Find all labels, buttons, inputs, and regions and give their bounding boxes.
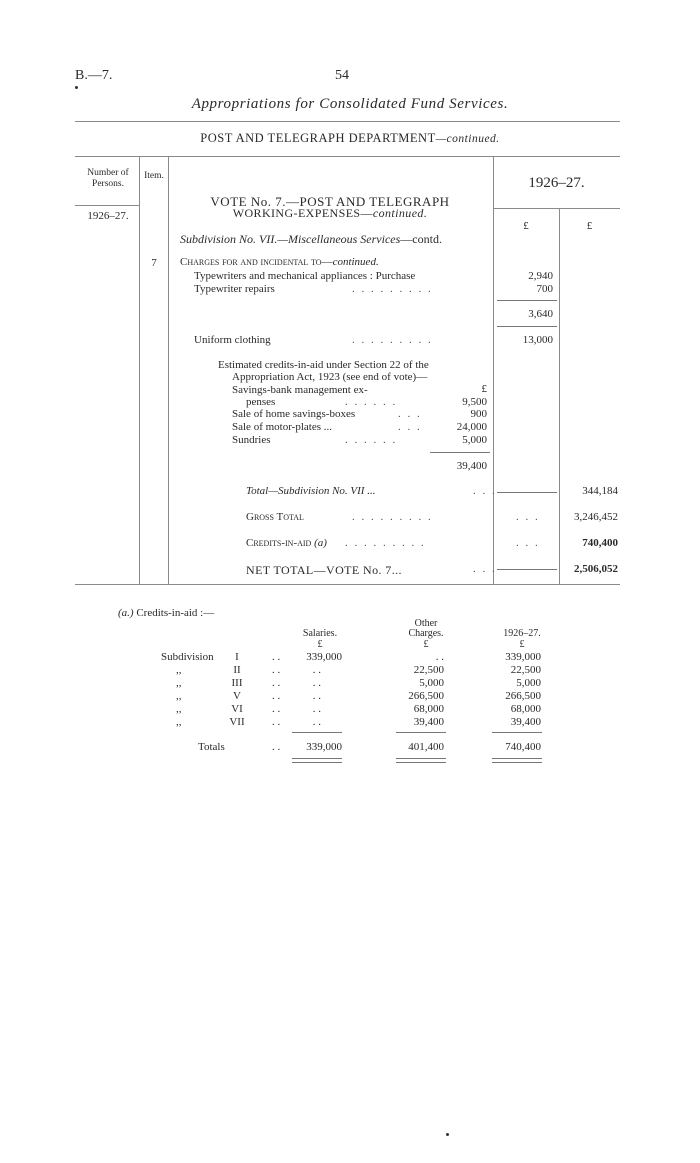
footnote-row-num: VII bbox=[229, 716, 245, 728]
footnote-totals-lead: . . bbox=[272, 741, 281, 753]
footnote-sum-rule-other bbox=[396, 732, 446, 733]
credits-in-aid-text: Credits-in-aid bbox=[246, 537, 312, 549]
net-total-amount: 2,506,052 bbox=[574, 563, 618, 575]
footnote-row-salaries: . . bbox=[312, 677, 321, 689]
row-repairs-label: Typewriter repairs bbox=[194, 283, 275, 295]
item-number: 7 bbox=[151, 257, 157, 269]
page-bottom-dot bbox=[446, 1133, 449, 1136]
footnote-total-year: 740,400 bbox=[505, 741, 541, 753]
credit-plates-dots: . . . bbox=[398, 421, 422, 433]
credit-savings-label2: penses bbox=[246, 396, 276, 408]
column-header-item: Item. bbox=[144, 171, 164, 181]
total-subdivision-amount: 344,184 bbox=[582, 485, 618, 497]
footnote-row-year: 339,000 bbox=[505, 651, 541, 663]
credits-sum-rule bbox=[430, 452, 490, 453]
gross-total-label: Gross Total bbox=[246, 511, 304, 523]
footnote-row-num: VI bbox=[231, 703, 243, 715]
credit-boxes-amount: 900 bbox=[470, 408, 487, 420]
footnote-row-salaries: . . bbox=[312, 664, 321, 676]
credit-sundries-amount: 5,000 bbox=[462, 434, 487, 446]
header-rule bbox=[75, 121, 620, 122]
footnote-row-other: . . bbox=[435, 651, 444, 663]
gross-total-amount-dots: . . . bbox=[516, 511, 540, 523]
vote-title-line2 bbox=[170, 206, 490, 221]
footnote-row-salaries: 339,000 bbox=[306, 651, 342, 663]
footnote-row-label: ,, bbox=[176, 716, 182, 728]
footnote-row-other: 5,000 bbox=[419, 677, 444, 689]
uniform-label: Uniform clothing bbox=[194, 334, 271, 346]
credit-sundries-label: Sundries bbox=[232, 434, 271, 446]
charges-heading bbox=[180, 256, 379, 268]
credit-savings-label: Savings-bank management ex- bbox=[232, 384, 368, 396]
footnote-row-num: I bbox=[235, 651, 239, 663]
net-total-label: NET TOTAL—VOTE No. 7... bbox=[246, 563, 402, 577]
footnote-row-num: III bbox=[231, 677, 243, 689]
credit-plates-label: Sale of motor-plates ... bbox=[232, 421, 332, 433]
persons-header-rule bbox=[75, 205, 139, 206]
row-repairs-amount: 700 bbox=[536, 283, 553, 295]
credits-in-aid-amount: 740,400 bbox=[582, 537, 618, 549]
credits-in-aid-amount-dots: . . . bbox=[516, 537, 540, 549]
footnote-currency-other: £ bbox=[423, 639, 429, 650]
department-name: POST AND TELEGRAPH DEPARTMENT bbox=[200, 131, 436, 145]
credits-currency: £ bbox=[481, 383, 487, 395]
footnote-sum-rule-salaries bbox=[292, 732, 342, 733]
running-title: Appropriations for Consolidated Fund Services. bbox=[191, 96, 509, 112]
credits-intro-line2: Appropriation Act, 1923 (see end of vote)— bbox=[232, 371, 428, 383]
footnote-row-label: ,, bbox=[176, 690, 182, 702]
footnote-row-year: 22,500 bbox=[510, 664, 541, 676]
credit-sundries-dots: . . . . . . bbox=[345, 434, 398, 446]
year-header-rule bbox=[493, 208, 620, 209]
total-subdivision-dots: . . . bbox=[473, 485, 497, 497]
footnote-currency-salaries: £ bbox=[317, 639, 323, 650]
footnote-row-other: 39,400 bbox=[413, 716, 444, 728]
footnote-row-lead: . . bbox=[272, 651, 281, 663]
credits-intro-line1: Estimated credits-in-aid under Section 22 of the bbox=[218, 359, 429, 371]
uniform-dots: . . . . . . . . . bbox=[352, 334, 433, 346]
charges-subtotal-rule bbox=[497, 300, 557, 301]
credits-in-aid-ref: (a) bbox=[314, 537, 327, 549]
uniform-amount: 13,000 bbox=[522, 334, 553, 346]
total-subdivision-label: Total—Subdivision No. VII ... bbox=[246, 485, 376, 497]
credit-savings-dots: . . . . . . bbox=[345, 396, 398, 408]
footnote-row-salaries: . . bbox=[312, 690, 321, 702]
footnote-row-year: 39,400 bbox=[510, 716, 541, 728]
row-typewriters-amount: 2,940 bbox=[528, 270, 553, 282]
gross-total-amount: 3,246,452 bbox=[574, 511, 618, 523]
charges-subtotal: 3,640 bbox=[528, 308, 553, 320]
footnote-col-other-1: Other bbox=[414, 618, 438, 629]
footnote-row-year: 266,500 bbox=[505, 690, 541, 702]
footnote-row-lead: . . bbox=[272, 664, 281, 676]
vote-title-continued: continued. bbox=[372, 206, 428, 220]
margin-dot bbox=[75, 86, 78, 89]
document-reference: B.—7. bbox=[75, 68, 113, 83]
subdivision-title-cont: —contd. bbox=[400, 232, 442, 246]
footnote-totals-label: Totals bbox=[198, 741, 225, 753]
gross-total-dots: . . . . . . . . . bbox=[352, 511, 433, 523]
footnote-row-year: 5,000 bbox=[516, 677, 541, 689]
credits-in-aid-label bbox=[246, 537, 327, 549]
rule-amount-total bbox=[559, 208, 560, 584]
footnote-double-rule-other bbox=[396, 758, 446, 763]
footnote-row-label: ,, bbox=[176, 677, 182, 689]
footnote-total-salaries: 339,000 bbox=[306, 741, 342, 753]
footnote-row-lead: . . bbox=[272, 677, 281, 689]
rule-item-desc bbox=[168, 156, 169, 584]
page-number: 54 bbox=[335, 68, 349, 83]
footnote-col-salaries: Salaries. bbox=[302, 628, 338, 639]
footnote-row-lead: . . bbox=[272, 690, 281, 702]
net-total-rule bbox=[497, 569, 557, 570]
subdivision-title bbox=[180, 232, 442, 247]
footnote-currency-year: £ bbox=[519, 639, 525, 650]
footnote-row-year: 68,000 bbox=[510, 703, 541, 715]
footnote-title bbox=[118, 607, 214, 619]
footnote-double-rule-salaries bbox=[292, 758, 342, 763]
footnote-double-rule-year bbox=[492, 758, 542, 763]
net-total-dots: . . . bbox=[473, 563, 497, 575]
row-typewriters-label: Typewriters and mechanical appliances : Purchase bbox=[194, 270, 416, 282]
footnote-row-label: ,, bbox=[176, 664, 182, 676]
footnote-row-other: 266,500 bbox=[408, 690, 444, 702]
currency-symbol-amount: £ bbox=[523, 220, 529, 232]
table-top-rule bbox=[75, 156, 620, 157]
credit-boxes-dots: . . . bbox=[398, 408, 422, 420]
footnote-row-num: II bbox=[233, 664, 241, 676]
charges-heading-cont: continued. bbox=[332, 256, 379, 268]
footnote-row-other: 68,000 bbox=[413, 703, 444, 715]
column-header-persons: Number of Persons. bbox=[87, 168, 129, 189]
charges-heading-text: Charges for and incidental to— bbox=[180, 256, 333, 268]
credit-boxes-label: Sale of home savings-boxes bbox=[232, 408, 356, 420]
charges-subtotal-bottom-rule bbox=[497, 326, 557, 327]
subdivision-title-text: Subdivision No. VII.—Miscellaneous Services bbox=[180, 232, 401, 246]
footnote-row-label: Subdivision bbox=[161, 651, 214, 663]
department-continued: —continued. bbox=[435, 133, 500, 145]
footnote-title-text: Credits-in-aid :— bbox=[136, 607, 215, 619]
total-subdivision-rule bbox=[497, 492, 557, 493]
footnote-row-salaries: . . bbox=[312, 703, 321, 715]
row-repairs-dots: . . . . . . . . . bbox=[352, 283, 433, 295]
persons-year-label: 1926–27. bbox=[87, 210, 129, 222]
footnote-sum-rule-year bbox=[492, 732, 542, 733]
footnote-row-lead: . . bbox=[272, 716, 281, 728]
footnote-row-other: 22,500 bbox=[413, 664, 444, 676]
credits-in-aid-dots: . . . . . . . . . bbox=[345, 537, 426, 549]
footnote-ref: (a.) bbox=[118, 607, 134, 619]
vote-title-text: WORKING-EXPENSES— bbox=[232, 206, 373, 220]
credits-sum: 39,400 bbox=[456, 460, 487, 472]
footnote-col-year: 1926–27. bbox=[503, 628, 541, 639]
footnote-total-other: 401,400 bbox=[408, 741, 444, 753]
credit-savings-amount: 9,500 bbox=[462, 396, 487, 408]
department-title bbox=[140, 131, 560, 146]
footnote-row-salaries: . . bbox=[312, 716, 321, 728]
vote-title-line1: VOTE No. 7.—POST AND TELEGRAPH bbox=[210, 194, 450, 209]
column-header-year: 1926–27. bbox=[528, 175, 585, 191]
footnote-row-num: V bbox=[233, 690, 241, 702]
footnote-col-other-2: Charges. bbox=[408, 628, 444, 639]
footnote-row-lead: . . bbox=[272, 703, 281, 715]
footnote-row-label: ,, bbox=[176, 703, 182, 715]
rule-persons-item bbox=[139, 156, 140, 584]
currency-symbol-total: £ bbox=[586, 220, 593, 232]
credit-plates-amount: 24,000 bbox=[456, 421, 487, 433]
table-bottom-rule bbox=[75, 584, 620, 585]
